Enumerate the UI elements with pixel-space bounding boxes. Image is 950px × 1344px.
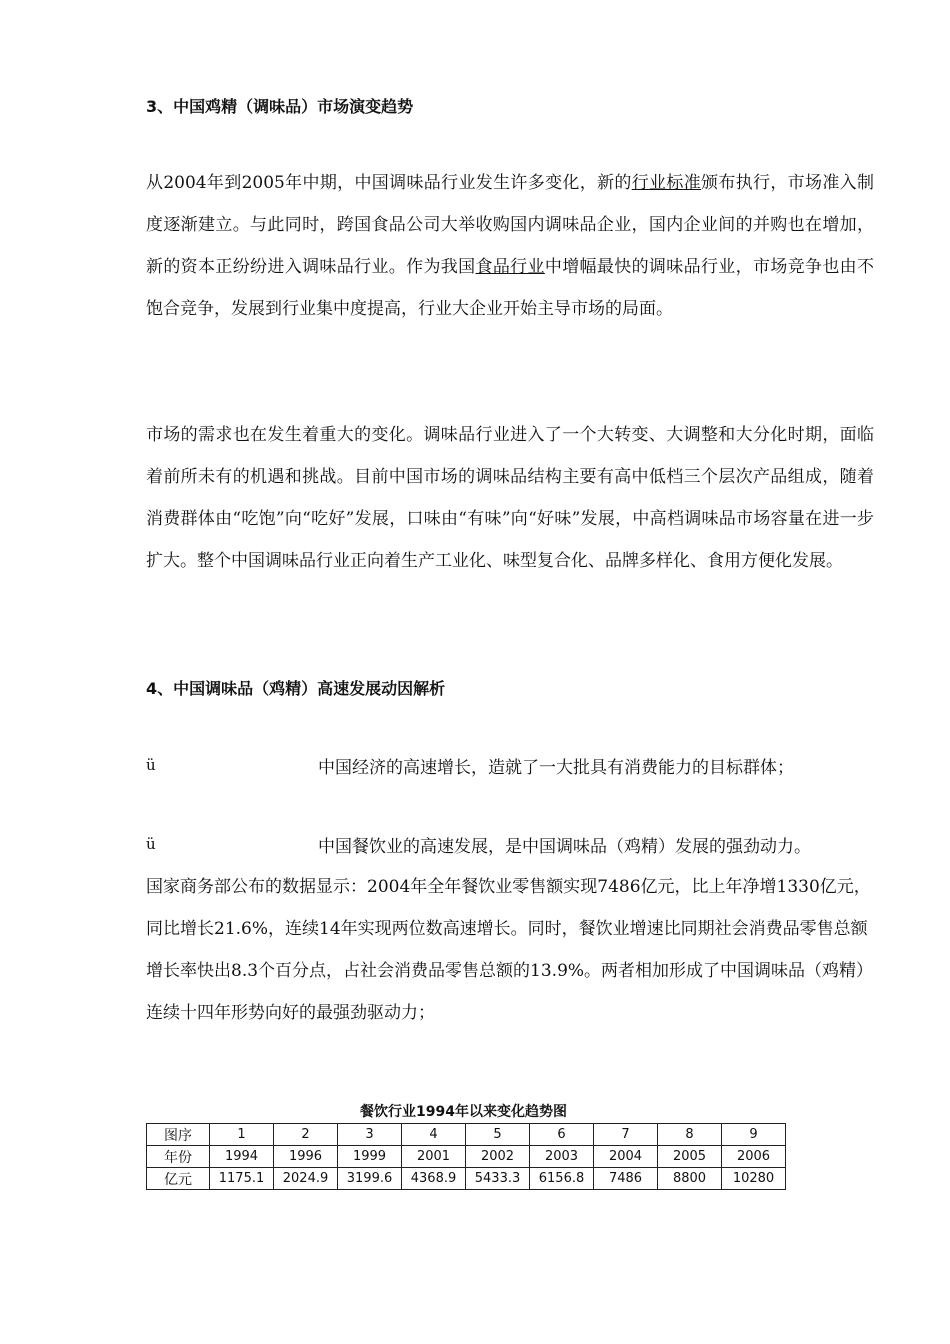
bullet-2-text: 中国餐饮业的高速发展，是中国调味品（鸡精）发展的强劲动力。 — [318, 837, 811, 857]
table-cell: 1175.1 — [210, 1168, 274, 1190]
table-cell: 1 — [210, 1124, 274, 1146]
table-cell: 1994 — [210, 1146, 274, 1168]
table-cell: 8800 — [658, 1168, 722, 1190]
para-text: 从2004年到2005年中期，中国调味品行业发生许多变化，新的 — [146, 173, 632, 193]
table-cell: 6 — [530, 1124, 594, 1146]
table-cell: 2005 — [658, 1146, 722, 1168]
section-3-paragraph-1 — [146, 162, 874, 330]
table-cell: 5433.3 — [466, 1168, 530, 1190]
table-cell: 2 — [274, 1124, 338, 1146]
industry-standard-link[interactable]: 行业标准 — [631, 173, 702, 193]
row-header: 亿元 — [147, 1168, 210, 1190]
row-header: 年份 — [147, 1146, 210, 1168]
para-text: 中增幅最快的调味品行业，市场竞争也由不饱合竞争，发展到行业集中度提高，行业大企业开始主导市场的局面。 — [146, 257, 875, 319]
table-cell: 2004 — [594, 1146, 658, 1168]
para-text: 颁布执行，市场准入制度逐渐建立。与此同时，跨国食品公司大举收购国内调味品企业，国内企业间的并购也在增加，新的资本正纷纷进入调味品行业。作为我国 — [146, 173, 874, 277]
table-cell: 2001 — [402, 1146, 466, 1168]
table-cell: 10280 — [722, 1168, 786, 1190]
table-cell: 2024.9 — [274, 1168, 338, 1190]
table-cell: 4 — [402, 1124, 466, 1146]
bullet-check-icon: ü — [146, 756, 156, 774]
table-cell: 2002 — [466, 1146, 530, 1168]
bullet-1-text: 中国经济的高速增长，造就了一大批具有消费能力的目标群体； — [318, 758, 794, 778]
table-cell: 5 — [466, 1124, 530, 1146]
table-cell: 3 — [338, 1124, 402, 1146]
table-cell: 4368.9 — [402, 1168, 466, 1190]
table-cell: 7486 — [594, 1168, 658, 1190]
table-cell: 9 — [722, 1124, 786, 1146]
table-row — [147, 1168, 786, 1190]
bullet-check-icon: ü — [146, 835, 156, 853]
table-cell: 1996 — [274, 1146, 338, 1168]
table-cell: 6156.8 — [530, 1168, 594, 1190]
row-header: 图序 — [147, 1124, 210, 1146]
table-cell: 2003 — [530, 1146, 594, 1168]
section-3-paragraph-2: 市场的需求也在发生着重大的变化。调味品行业进入了一个大转变、大调整和大分化时期，面临着前所未有的机遇和挑战。目前中国市场的调味品结构主要有高中低档三个层次产品组成，随着消费群体由“吃饱”向“吃好”发展，口味由“有味”向“好味”发展，中高档调味品市场容量在进一步扩大。整个中国调味品行业正向着生产工业化、味型复合化、品牌多样化、食用方便化发展。 — [146, 425, 874, 571]
table-cell: 8 — [658, 1124, 722, 1146]
table-title: 餐饮行业1994年以来变化趋势图 — [360, 1104, 567, 1120]
table-cell: 1999 — [338, 1146, 402, 1168]
table-row — [147, 1124, 786, 1146]
table-cell: 3199.6 — [338, 1168, 402, 1190]
bullet-2-continuation: 国家商务部公布的数据显示：2004年全年餐饮业零售额实现7486亿元，比上年净增1330亿元，同比增长21.6%，连续14年实现两位数高速增长。同时，餐饮业增速比同期社会消费品零售总额增长率快出8.3个百分点，占社会消费品零售总额的13.9%。两者相加形成了中国调味品（鸡精）连续十四年形势向好的最强劲驱动力； — [146, 877, 874, 1023]
trend-table — [146, 1123, 786, 1190]
section-3-heading: 3、中国鸡精（调味品）市场演变趋势 — [146, 97, 414, 116]
food-industry-link[interactable]: 食品行业 — [475, 257, 545, 277]
section-4-heading: 4、中国调味品（鸡精）高速发展动因解析 — [146, 679, 446, 698]
table-row — [147, 1146, 786, 1168]
table-cell: 7 — [594, 1124, 658, 1146]
table-cell: 2006 — [722, 1146, 786, 1168]
